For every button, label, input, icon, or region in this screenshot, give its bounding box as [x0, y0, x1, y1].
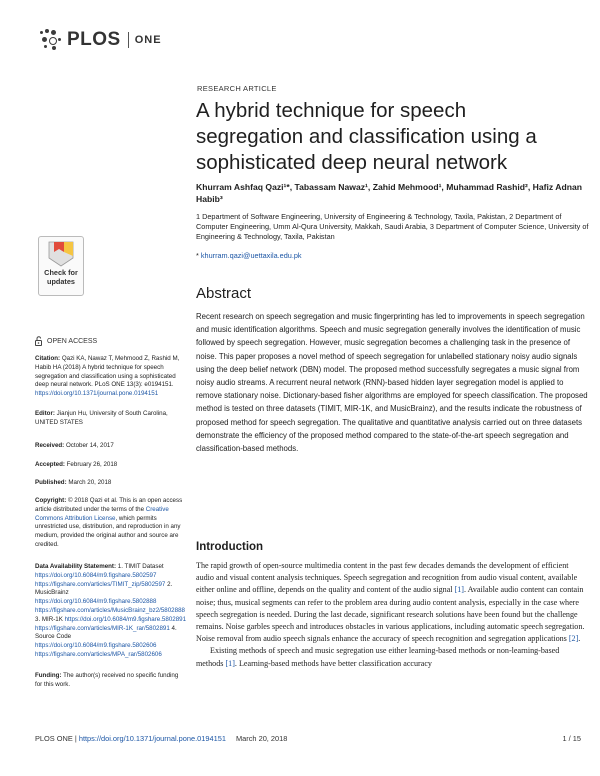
open-lock-icon	[35, 336, 42, 346]
data-link-3[interactable]: https://doi.org/10.6084/m9.figshare.5802888	[35, 598, 157, 606]
abstract-heading: Abstract	[196, 285, 252, 302]
published-date: March 20, 2018	[68, 479, 112, 486]
citation-label: Citation:	[35, 355, 61, 362]
email-star: *	[196, 251, 199, 260]
introduction-heading: Introduction	[196, 541, 264, 553]
article-title: A hybrid technique for speech segregation and classification using a sophisticated deep neural network	[196, 99, 537, 174]
funding-label: Funding:	[35, 672, 62, 679]
open-access-label	[35, 336, 97, 346]
citation-text: Qazi KA, Nawaz T, Mehmood Z, Rashid M, Habib HA (2018) A hybrid technique for speech segregation and classification using a sophisticated deep neural network. PLoS ONE 13(3): e0194151.	[35, 355, 180, 389]
intro-paragraph-1	[196, 560, 588, 645]
intro-paragraph-2	[196, 645, 588, 669]
funding-block	[35, 672, 187, 690]
footer-separator: |	[72, 734, 79, 743]
copyright-block	[35, 497, 187, 550]
accepted-date: February 26, 2018	[66, 461, 118, 468]
data-availability-block	[35, 563, 187, 660]
copyright-label: Copyright:	[35, 497, 67, 504]
page-footer	[35, 734, 581, 743]
editor-text: Jianjun Hu, University of South Carolina, UNITED STATES	[35, 410, 168, 426]
logo-divider	[128, 32, 129, 48]
data-text-2: 2. MusicBrainz	[35, 580, 173, 597]
copyright-text-2: , which permits unrestricted use, distribution, and reproduction in any medium, provided the original author and source are credited.	[35, 514, 181, 548]
affiliations: 1 Department of Software Engineering, University of Engineering & Technology, Taxila, Pakistan, 2 Department of Computer Engineering, Umm Al-Qura University, Makkah, Saudi Arabia, 3 Department of Computer Science, University of Engineering & Technology, Taxila, Pakistan	[196, 212, 589, 242]
editor-block	[35, 410, 187, 428]
email-link[interactable]: khurram.qazi@uettaxila.edu.pk	[200, 251, 302, 260]
data-link-8[interactable]: https://figshare.com/articles/MPA_rar/5802606	[35, 650, 162, 658]
intro-p1-text-b: . Available audio content can contain noise; thus, musical segments can refer to the problem area during audio content analysis, especially in the case where speech segregation is needed. During the last decade, significant research solutions have been found but the challenge remains. Noise garbles speech and introduces obstacles in various applications, including automatic speech segregation. Noise removal from audio speech signals enhance the accuracy of speech recognition and segregation applications	[196, 585, 585, 644]
abstract-text: Recent research on speech segregation and music fingerprinting has led to improvements in speech segregation and music identification algorithms. Speech and music segregation generally involves the identification of music followed by speech segregation. However, music segregation becomes a challenging task in the presence of noise. This paper proposes a novel method of speech segregation for unlabelled stationary noisy audio signals using the deep belief network (DBN) model. The proposed method successfully segregates a music signal from noisy audio streams. A recurrent neural network (RNN)-based hidden layer segregation model is applied to remove stationary noise. Dictionary-based fisher algorithms are employed for speech classification. The proposed method is tested on three datasets (TIMIT, MIR-1K, and MusicBrainz), and the results indicate the robustness of proposed method for speech segregation. The qualitative and quantitative analysis carried out on three datasets demonstrate the efficiency of the proposed method compared to the state-of-the-art speech segregation and classification-based methods.	[196, 312, 588, 454]
intro-p1-text-c: .	[578, 634, 581, 644]
data-text-1: 1. TIMIT Dataset	[117, 563, 164, 570]
plos-logo-icon	[40, 29, 64, 51]
data-link-1[interactable]: https://doi.org/10.6084/m9.figshare.5802597	[35, 571, 157, 579]
open-access-text: OPEN ACCESS	[47, 337, 98, 345]
accepted-block	[35, 461, 187, 470]
intro-p1-text-a: The rapid growth of open-source multimedia content in the past few decades demands the development of efficient audio and visual content analysis techniques. Speech segregation and recognition from audio visual content, available either online and offline, depends on the quality and content of the audio signal	[196, 561, 578, 595]
introduction-body	[196, 560, 588, 670]
received-date: October 14, 2017	[65, 442, 114, 449]
check-updates-line2: updates	[47, 276, 75, 286]
ref-link[interactable]: [2]	[568, 634, 579, 644]
author-list: Khurram Ashfaq Qazi¹*, Tabassam Nawaz¹, Zahid Mehmood¹, Muhammad Rashid², Hafiz Adnan Habib³	[196, 182, 582, 204]
corresponding-email	[196, 251, 302, 260]
published-block	[35, 479, 187, 488]
received-label: Received:	[35, 442, 65, 449]
data-availability-label: Data Availability Statement:	[35, 563, 117, 570]
page-number: 1 / 15	[562, 734, 581, 743]
accepted-label: Accepted:	[35, 461, 65, 468]
logo-journal-name: ONE	[134, 34, 162, 46]
intro-p2-text-b: . Learning-based methods have better classification accuracy	[234, 658, 432, 668]
data-link-4[interactable]: https://figshare.com/articles/MusicBrainz_bz2/5802888	[35, 606, 185, 614]
published-label: Published:	[35, 479, 67, 486]
plos-one-logo[interactable]	[40, 29, 162, 51]
footer-doi-link[interactable]: https://doi.org/10.1371/journal.pone.0194151	[78, 734, 226, 743]
data-text-4: 4. Source Code	[35, 624, 177, 641]
data-link-5[interactable]: https://doi.org/10.6084/m9.figshare.5802891	[64, 615, 187, 623]
article-type: RESEARCH ARTICLE	[197, 84, 277, 93]
data-link-2[interactable]: https://figshare.com/articles/TIMIT_zip/5802597	[35, 580, 166, 588]
received-block	[35, 442, 187, 451]
footer-citation	[35, 734, 287, 743]
intro-p2-text-a: Existing methods of speech and music segregation use either learning-based methods or non-learning-based methods	[196, 646, 560, 668]
logo-plos-text: PLOS	[67, 29, 121, 50]
copyright-text-1: © 2018 Qazi et al. This is an open access article distributed under the terms of the	[35, 497, 183, 513]
check-for-updates-badge[interactable]	[38, 236, 84, 296]
data-link-6[interactable]: https://figshare.com/articles/MIR-1K_rar/5802891	[35, 624, 170, 632]
footer-journal: PLOS ONE	[35, 734, 73, 743]
editor-label: Editor:	[35, 410, 55, 417]
cc-license-link[interactable]: Creative Commons Attribution License	[35, 505, 169, 522]
citation-block	[35, 355, 187, 399]
data-text-3: 3. MIR-1K	[35, 615, 63, 623]
citation-doi-link[interactable]: https://doi.org/10.1371/journal.pone.0194151	[35, 390, 159, 398]
funding-text: The author(s) received no specific funding for this work.	[35, 672, 179, 688]
ref-link[interactable]: [1]	[454, 585, 464, 595]
ref-link[interactable]: [1]	[225, 658, 235, 668]
footer-date: March 20, 2018	[236, 734, 288, 743]
bookmark-icon	[46, 241, 76, 267]
check-updates-line1: Check for	[44, 268, 78, 277]
data-link-7[interactable]: https://doi.org/10.6084/m9.figshare.5802606	[35, 642, 157, 650]
